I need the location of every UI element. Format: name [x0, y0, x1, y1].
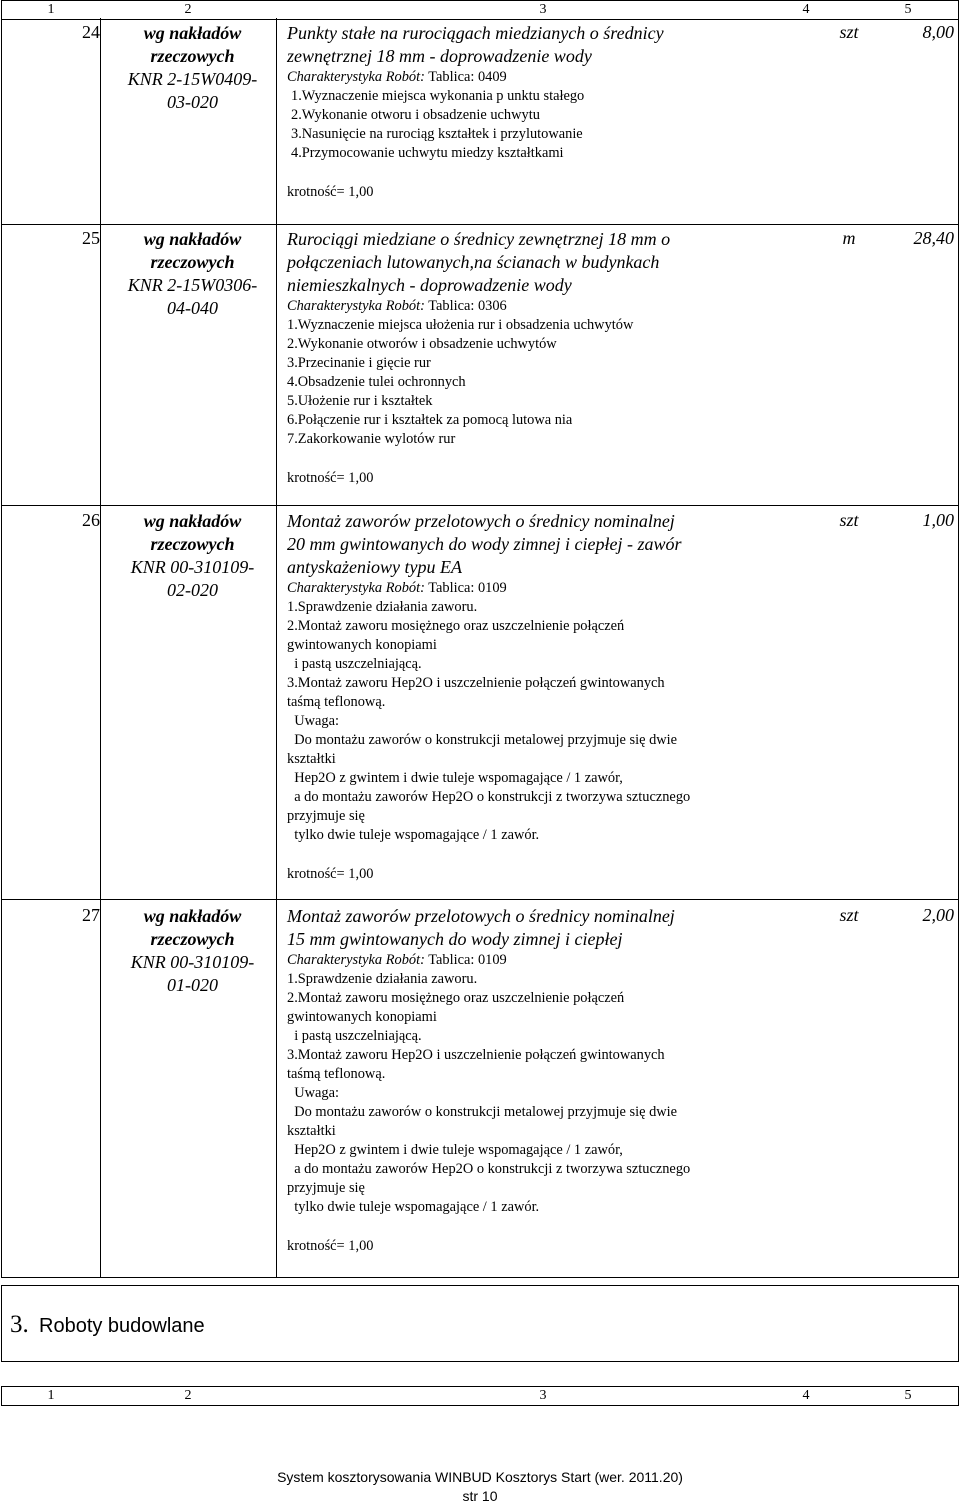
column-number-header — [1, 0, 959, 20]
quantity: 28,40 — [913, 228, 954, 248]
col-number-2: 2 — [184, 1388, 192, 1403]
col-number-5: 5 — [904, 1388, 912, 1403]
col-number-2: 2 — [184, 2, 192, 17]
unit: szt — [839, 22, 859, 42]
item-number: 24 — [82, 22, 100, 42]
multiplier-text: krotność= 1,00 — [287, 470, 374, 486]
cost-estimate-table — [1, 18, 959, 1278]
section-title: Roboty budowlane — [39, 1315, 205, 1337]
item-title: 20 mm gwintowanych do wody zimnej i ciepłej - zawór — [287, 534, 682, 554]
multiplier-text: krotność= 1,00 — [287, 866, 374, 882]
multiplier-text: krotność= 1,00 — [287, 1238, 374, 1254]
footer-page-number: str 10 — [462, 1488, 498, 1504]
item-title: Punkty stałe na rurociągach miedzianych o średnicy — [287, 23, 664, 43]
item-description: Punkty stałe na rurociągach miedzianych o średnicy zewnętrznej 18 mm - doprowadzenie wody Charakterystyka Robót: Tablica: 0409 1.Wyznaczenie miejsca wykonania p unktu stałego 2.Wykonanie otworu i obsadzenie uchwytu 3.Nasunięcie na rurociąg kształtek i przylutowanie 4.Przymocowanie uchwytu miedzy kształtkami krotność= 1,00 — [287, 22, 807, 202]
unit: m — [842, 228, 856, 248]
source-reference: wg nakładów rzeczowych KNR 2-15W0409- 03-020 — [127, 23, 258, 112]
unit: szt — [839, 510, 859, 530]
source-reference: wg nakładów rzeczowych KNR 00-310109- 02-020 — [130, 511, 255, 600]
item-title: antyskażeniowy typu EA — [287, 557, 462, 577]
item-title: Rurociągi miedziane o średnicy zewnętrznej 18 mm o — [287, 229, 671, 249]
item-number: 25 — [82, 228, 100, 248]
item-title: 15 mm gwintowanych do wody zimnej i ciepłej — [287, 929, 623, 949]
quantity: 2,00 — [922, 905, 954, 925]
item-title: Montaż zaworów przelotowych o średnicy nominalnej — [287, 906, 675, 926]
multiplier-text: krotność= 1,00 — [287, 184, 374, 200]
section-number: 3. — [10, 1311, 29, 1338]
item-title: Montaż zaworów przelotowych o średnicy nominalnej — [287, 511, 675, 531]
column-divider — [276, 18, 277, 1277]
item-title: niemieszkalnych - doprowadzenie wody — [287, 275, 572, 295]
unit: szt — [839, 905, 859, 925]
col-number-3: 3 — [539, 2, 547, 17]
column-number-header-bottom — [1, 1386, 959, 1406]
quantity: 1,00 — [922, 510, 954, 530]
row-divider — [2, 505, 958, 506]
item-description: Montaż zaworów przelotowych o średnicy nominalnej 20 mm gwintowanych do wody zimnej i ciepłej - zawór antyskażeniowy typu EA Charakterystyka Robót: Tablica: 0109 1.Sprawdzenie działania zaworu. 2.Montaż zaworu mosiężnego oraz uszczelnienie połączeń gwintowanych konopiami i pastą uszczelniającą. 3.Montaż zaworu Hep2O i uszczelnienie połączeń gwintowanych taśmą teflonową. Uwaga: Do montażu zaworów o konstrukcji metalowej przyjmuje się dwie kształtki Hep2O z gwintem i dwie tuleje wspomagające / 1 zawór, a do montażu zaworów Hep2O o konstrukcji z tworzywa sztucznego przyjmuje się tylko dwie tuleje wspomagające / 1 zawór. krotność= 1,00 — [287, 510, 807, 884]
footer-system-text: System kosztorysowania WINBUD Kosztorys Start (wer. 2011.20) — [277, 1469, 683, 1485]
item-description: Rurociągi miedziane o średnicy zewnętrznej 18 mm o połączeniach lutowanych,na ścianach w budynkach niemieszkalnych - doprowadzenie wody Charakterystyka Robót: Tablica: 0306 1.Wyznaczenie miejsca ułożenia rur i obsadzenia uchwytów 2.Wykonanie otworów i obsadzenie uchwytów 3.Przecinanie i gięcie rur 4.Obsadzenie tulei ochronnych 5.Ułożenie rur i kształtek 6.Połączenie rur i kształtek za pomocą lutowa nia 7.Zakorkowanie wylotów rur krotność= 1,00 — [287, 228, 807, 488]
quantity: 8,00 — [922, 22, 954, 42]
item-description: Montaż zaworów przelotowych o średnicy nominalnej 15 mm gwintowanych do wody zimnej i ciepłej Charakterystyka Robót: Tablica: 0109 1.Sprawdzenie działania zaworu. 2.Montaż zaworu mosiężnego oraz uszczelnienie połączeń gwintowanych konopiami i pastą uszczelniającą. 3.Montaż zaworu Hep2O i uszczelnienie połączeń gwintowanych taśmą teflonową. Uwaga: Do montażu zaworów o konstrukcji metalowej przyjmuje się dwie kształtki Hep2O z gwintem i dwie tuleje wspomagające / 1 zawór, a do montażu zaworów Hep2O o konstrukcji z tworzywa sztucznego przyjmuje się tylko dwie tuleje wspomagające / 1 zawór. krotność= 1,00 — [287, 905, 807, 1256]
col-number-5: 5 — [904, 2, 912, 17]
source-reference: wg nakładów rzeczowych KNR 2-15W0306- 04-040 — [127, 229, 258, 318]
col-number-1: 1 — [47, 1388, 55, 1403]
item-number: 27 — [82, 905, 100, 925]
item-title: zewnętrznej 18 mm - doprowadzenie wody — [287, 46, 592, 66]
col-number-1: 1 — [47, 2, 55, 17]
section-heading — [1, 1285, 959, 1362]
col-number-4: 4 — [802, 2, 810, 17]
item-title: połączeniach lutowanych,na ścianach w budynkach — [287, 252, 660, 272]
row-divider — [2, 899, 958, 900]
col-number-3: 3 — [539, 1388, 547, 1403]
col-number-4: 4 — [802, 1388, 810, 1403]
source-reference: wg nakładów rzeczowych KNR 00-310109- 01-020 — [130, 906, 255, 995]
row-divider — [2, 224, 958, 225]
item-number: 26 — [82, 510, 100, 530]
column-divider — [100, 18, 101, 1277]
